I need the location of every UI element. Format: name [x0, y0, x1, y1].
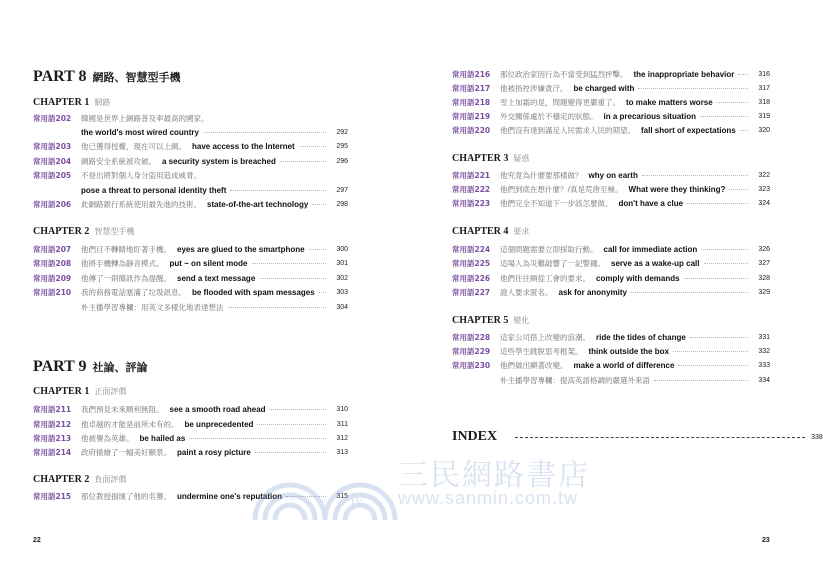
phrase-en: be hailed as: [139, 434, 186, 443]
page-ref: 326: [758, 246, 770, 253]
toc-entry[interactable]: [33, 169, 348, 182]
toc-entry[interactable]: [33, 155, 348, 168]
phrase-number: 常用語217: [452, 84, 491, 93]
toc-entry[interactable]: [452, 286, 770, 299]
leader-dots: [700, 116, 748, 117]
phrase-en: the inappropriate behavior: [633, 70, 735, 79]
phrase-zh: 雪上加霜的是，問題變得更嚴重了。: [500, 98, 620, 107]
page-ref: 329: [758, 289, 770, 296]
phrase-zh: 他們到底在想什麼？/真是荒唐至極。: [500, 185, 623, 194]
phrase-zh: 韓國是世界上網路普及率最高的國家。: [81, 114, 209, 123]
phrase-number: 常用語214: [33, 448, 72, 457]
logo-char: 三: [282, 493, 296, 509]
leader-dots: [678, 365, 748, 366]
chapter-label: CHAPTER 2: [33, 474, 90, 485]
chapter-title-zh: 正面評價: [94, 387, 127, 396]
page-ref: 310: [336, 406, 348, 413]
page-ref: 304: [336, 304, 348, 311]
leader-dots: [257, 424, 326, 425]
phrase-number: 常用語220: [452, 126, 491, 135]
leader-dots: [687, 203, 748, 204]
phrase-number: 常用語230: [452, 361, 491, 370]
phrase-en: put ~ on silent mode: [169, 259, 248, 268]
phrase-zh: 他究竟為什麼要那樣做？: [500, 171, 583, 180]
part-8-title: [33, 68, 181, 86]
page-ref: 303: [336, 289, 348, 296]
leader-dots: [286, 496, 326, 497]
toc-entry[interactable]: [452, 257, 770, 270]
page-ref: 298: [336, 201, 348, 208]
part8-chapter-2-heading: [33, 226, 134, 237]
toc-entry[interactable]: [452, 124, 770, 137]
chapter-label: CHAPTER 1: [33, 97, 90, 108]
phrase-en: make a world of difference: [573, 361, 675, 370]
chapter-4-heading: [452, 226, 529, 237]
leader-dots: [312, 204, 326, 205]
page-ref: 334: [758, 377, 770, 384]
chapter-5-heading: [452, 315, 529, 326]
page-ref: 301: [336, 260, 348, 267]
phrase-zh: 他已獲得授權，現在可以上網。: [81, 142, 186, 151]
phrase-number: 常用語212: [33, 420, 72, 429]
toc-entry[interactable]: [33, 490, 348, 503]
phrase-number: 常用語222: [452, 185, 491, 194]
column-title-zh: 朴主播學習專欄：提高英語格調的嚴選外來語: [500, 376, 650, 385]
toc-entry[interactable]: [452, 96, 770, 109]
phrase-en: pose a threat to personal identity theft: [81, 186, 227, 195]
phrase-number: 常用語213: [33, 434, 72, 443]
chapter-title-zh: 智慧型手機: [94, 227, 135, 236]
phrase-en: What were they thinking?: [628, 185, 726, 194]
phrase-en: call for immediate action: [603, 245, 698, 254]
toc-entry[interactable]: [33, 243, 348, 256]
page-ref: 317: [758, 85, 770, 92]
leader-dots: [252, 263, 326, 264]
column-title-zh: 朴主播學習專欄：用英文多樣化地表達想法: [81, 303, 224, 312]
phrase-en: why on earth: [588, 171, 638, 180]
index-label: INDEX: [452, 429, 498, 444]
phrase-zh: 他被譽為英雄。: [81, 434, 134, 443]
phrase-number: 常用語218: [452, 98, 491, 107]
phrase-number: 常用語229: [452, 347, 491, 356]
phrase-number: 常用語219: [452, 112, 491, 121]
toc-entry[interactable]: [33, 446, 348, 459]
toc-entry[interactable]: [452, 331, 770, 344]
phrase-zh: 網路安全系統被攻破。: [81, 157, 156, 166]
page-ref: 328: [758, 275, 770, 282]
phrase-en: fall short of expectations: [641, 126, 736, 135]
phrase-en: be unprecedented: [184, 420, 254, 429]
leader-dots: [228, 307, 327, 308]
phrase-zh: 他傳了一則簡訊作為提醒。: [81, 274, 171, 283]
page-ref: 338: [811, 433, 823, 441]
part9-chapter-2-heading: [33, 474, 126, 485]
page-ref: 297: [336, 187, 348, 194]
toc-entry[interactable]: [452, 110, 770, 123]
part8-chapter-1-heading: [33, 97, 110, 108]
phrase-zh: 他將手機轉為靜音模式。: [81, 259, 164, 268]
leader-dots: [638, 88, 748, 89]
leader-dots: [701, 249, 748, 250]
phrase-number: 常用語202: [33, 114, 72, 123]
phrase-en: be charged with: [573, 84, 635, 93]
leader-dashes: [515, 437, 805, 438]
toc-entry[interactable]: [33, 112, 348, 125]
leader-dots: [673, 351, 748, 352]
phrase-zh: 我的商務電話塞滿了垃圾訊息。: [81, 288, 186, 297]
phrase-en: don't have a clue: [618, 199, 684, 208]
leader-dots: [319, 292, 326, 293]
toc-entry[interactable]: [452, 345, 770, 358]
toc-entry[interactable]: [452, 183, 770, 196]
page-number-right: 23: [762, 537, 770, 544]
toc-entry[interactable]: [33, 432, 348, 445]
phrase-number: 常用語224: [452, 245, 491, 254]
leader-dots: [280, 161, 326, 162]
phrase-en: eyes are glued to the smartphone: [177, 245, 305, 254]
toc-entry[interactable]: [452, 197, 770, 210]
chapter-title-zh: 網路: [94, 98, 111, 107]
page-ref: 315: [336, 493, 348, 500]
phrase-zh: 那位教授損壞了他的名譽。: [81, 492, 171, 501]
page-ref: 300: [336, 246, 348, 253]
toc-entry-column[interactable]: [452, 374, 770, 387]
toc-entry[interactable]: [452, 169, 770, 182]
phrase-en: think outside the box: [588, 347, 669, 356]
phrase-zh: 這些學生跳脫思考框架。: [500, 347, 583, 356]
phrase-en: see a smooth road ahead: [169, 405, 266, 414]
leader-dots: [203, 132, 326, 133]
phrase-en: state-of-the-art technology: [207, 200, 309, 209]
page-ref: 333: [758, 362, 770, 369]
phrase-zh: 不登出將對個人身分盜用造成威脅。: [81, 171, 201, 180]
page-ref: 320: [758, 127, 770, 134]
phrase-en: serve as a wake-up call: [611, 259, 700, 268]
chapter-title-zh: 要求: [513, 227, 530, 236]
phrase-zh: 他被指控涉嫌貪汙。: [500, 84, 568, 93]
right-page: [400, 0, 823, 582]
chapter-title-zh: 變化: [513, 316, 530, 325]
toc-entry[interactable]: [33, 198, 348, 211]
left-page: [0, 0, 400, 582]
index-entry[interactable]: [452, 429, 823, 445]
chapter-title-zh: 負面評價: [94, 475, 127, 484]
phrase-en: paint a rosy picture: [177, 448, 251, 457]
toc-entry[interactable]: [452, 82, 770, 95]
page-ref: 313: [336, 449, 348, 456]
phrase-zh: 此網路銀行系統使用最先進的技術。: [81, 200, 201, 209]
phrase-zh: 他們往往順從工會的要求。: [500, 274, 590, 283]
leader-dots: [738, 74, 748, 75]
phrase-number: 常用語228: [452, 333, 491, 342]
toc-entry[interactable]: [452, 68, 770, 81]
phrase-number: 常用語225: [452, 259, 491, 268]
page-ref: 331: [758, 334, 770, 341]
phrase-number: 常用語227: [452, 288, 491, 297]
phrase-number: 常用語210: [33, 288, 72, 297]
toc-entry-continuation[interactable]: [81, 184, 348, 197]
phrase-en: ride the tides of change: [596, 333, 686, 342]
page-ref: 324: [758, 200, 770, 207]
phrase-number: 常用語206: [33, 200, 72, 209]
phrase-number: 常用語226: [452, 274, 491, 283]
toc-entry[interactable]: [33, 257, 348, 270]
leader-dots: [189, 438, 326, 439]
phrase-en: be flooded with spam messages: [192, 288, 315, 297]
toc-entry[interactable]: [33, 418, 348, 431]
phrase-en: have access to the Internet: [192, 142, 295, 151]
phrase-en: a security system is breached: [162, 157, 276, 166]
toc-entry[interactable]: [33, 403, 348, 416]
phrase-number: 常用語221: [452, 171, 491, 180]
leader-dots: [684, 278, 748, 279]
phrase-number: 常用語203: [33, 142, 72, 151]
phrase-en: the world's most wired country: [81, 128, 199, 137]
page-ref: 322: [758, 172, 770, 179]
phrase-zh: 他們目不轉睛地盯著手機。: [81, 245, 171, 254]
phrase-zh: 他們沒有達到滿足人民需求人民的期望。: [500, 126, 635, 135]
phrase-number: 常用語205: [33, 171, 72, 180]
leader-dots: [230, 190, 326, 191]
leader-dots: [740, 130, 748, 131]
phrase-en: to make matters worse: [626, 98, 713, 107]
phrase-en: ask for anonymity: [558, 288, 627, 297]
toc-entry[interactable]: [452, 359, 770, 372]
page-ref: 319: [758, 113, 770, 120]
phrase-zh: 他卓越的才能是前所未有的。: [81, 420, 179, 429]
logo-char: 民: [350, 493, 364, 509]
toc-entry-continuation[interactable]: [81, 126, 348, 139]
phrase-en: comply with demands: [596, 274, 680, 283]
toc-entry-column[interactable]: [33, 301, 348, 314]
chapter-3-heading: [452, 153, 529, 164]
leader-dots: [729, 189, 748, 190]
leader-dots: [717, 102, 748, 103]
leader-dots: [704, 263, 749, 264]
chapter-label: CHAPTER 2: [33, 226, 90, 237]
page-ref: 302: [336, 275, 348, 282]
phrase-en: send a text message: [177, 274, 256, 283]
phrase-number: 常用語207: [33, 245, 72, 254]
leader-dots: [654, 380, 748, 381]
phrase-number: 常用語204: [33, 157, 72, 166]
page-ref: 318: [758, 99, 770, 106]
phrase-zh: 這場人為災難敲響了一記警鐘。: [500, 259, 605, 268]
page-ref: 311: [336, 421, 348, 428]
chapter-label: CHAPTER 1: [33, 386, 90, 397]
phrase-number: 常用語223: [452, 199, 491, 208]
leader-dots: [690, 337, 748, 338]
part-label: PART 9: [33, 358, 87, 375]
chapter-label: CHAPTER 4: [452, 226, 509, 237]
toc-entry[interactable]: [452, 243, 770, 256]
page-ref: 327: [758, 260, 770, 267]
phrase-zh: 證人要求匿名。: [500, 288, 553, 297]
phrase-zh: 外交關係處於不穩定的狀態。: [500, 112, 598, 121]
toc-entry[interactable]: [452, 272, 770, 285]
leader-dots: [259, 278, 326, 279]
page-ref: 323: [758, 186, 770, 193]
chapter-title-zh: 疑惑: [513, 154, 530, 163]
phrase-en: undermine one's reputation: [177, 492, 283, 501]
part-9-title: [33, 358, 148, 376]
part-label: PART 8: [33, 68, 87, 85]
page-ref: 295: [336, 143, 348, 150]
leader-dots: [255, 452, 326, 453]
leader-dots: [631, 292, 748, 293]
phrase-number: 常用語215: [33, 492, 72, 501]
part9-chapter-1-heading: [33, 386, 126, 397]
leader-dots: [642, 175, 748, 176]
toc-entry[interactable]: [33, 272, 348, 285]
phrase-number: 常用語211: [33, 405, 72, 414]
phrase-number: 常用語208: [33, 259, 72, 268]
phrase-en: in a precarious situation: [603, 112, 696, 121]
phrase-zh: 他們完全不知道下一步該怎麼做。: [500, 199, 613, 208]
toc-entry[interactable]: [33, 140, 348, 153]
phrase-zh: 這個問題需要立即採取行動。: [500, 245, 598, 254]
leader-dots: [309, 249, 326, 250]
phrase-zh: 那位政治家因行為不當受到猛烈抨擊。: [500, 70, 628, 79]
page-ref: 296: [336, 158, 348, 165]
phrase-zh: 這家公司搭上改變的浪潮。: [500, 333, 590, 342]
phrase-zh: 政府描繪了一幅美好願景。: [81, 448, 171, 457]
phrase-number: 常用語209: [33, 274, 72, 283]
leader-dots: [299, 146, 326, 147]
leader-dots: [270, 409, 326, 410]
page-ref: 332: [758, 348, 770, 355]
page-ref: 312: [336, 435, 348, 442]
part-title-zh: 社論、評論: [92, 361, 148, 374]
phrase-zh: 他們做出顯著改變。: [500, 361, 568, 370]
watermark-url: www.sanmin.com.tw: [398, 488, 579, 508]
watermark-name: 三民網路書店: [398, 458, 590, 493]
phrase-zh: 我們預見未來順利無阻。: [81, 405, 164, 414]
page-ref: 316: [758, 71, 770, 78]
page-number-left: 22: [33, 537, 41, 544]
phrase-number: 常用語216: [452, 70, 491, 79]
part-title-zh: 網路、智慧型手機: [92, 71, 181, 84]
chapter-label: CHAPTER 3: [452, 153, 509, 164]
toc-entry[interactable]: [33, 286, 348, 299]
chapter-label: CHAPTER 5: [452, 315, 509, 326]
page-ref: 292: [336, 129, 348, 136]
